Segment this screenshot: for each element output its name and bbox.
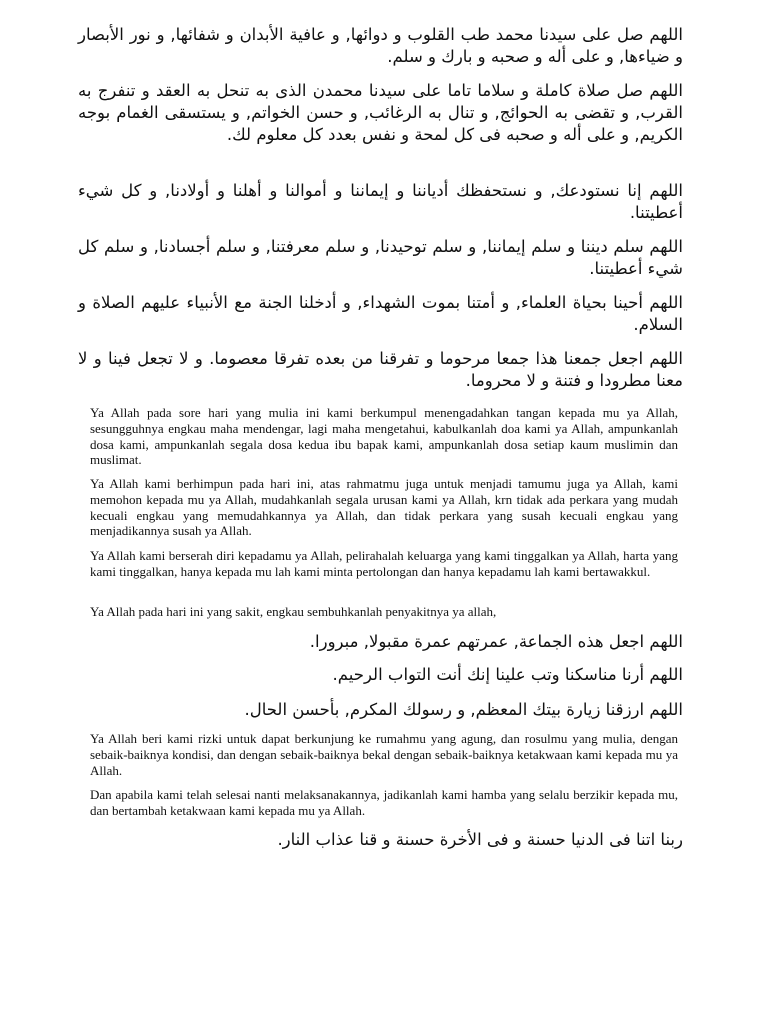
arabic-prayer-1: اللهم صل على سيدنا محمد طب القلوب و دوائها, و عافية الأبدان و شفائها, و نور الأبصار و ضياءها, و على أله و صحبه و بارك و سلم. [78,25,683,66]
arabic-prayer-5: اللهم أحينا بحياة العلماء, و أمتنا بموت الشهداء, و أدخلنا الجنة مع الأنبياء عليهم الصلاة و السلام. [78,293,683,334]
indonesian-paragraph-3: Ya Allah kami berserah diri kepadamu ya Allah, pelirahalah keluarga yang kami tinggalkan ya Allah, harta yang kami tinggalkan, hanya kepada mu lah kami minta pertolongan dan hanya kepadamu lah kami bertawakkul. [90,548,678,579]
arabic-prayer-9: اللهم ارزقنا زيارة بيتك المعظم, و رسولك المكرم, بأحسن الحال. [244,700,683,719]
indonesian-paragraph-6: Dan apabila kami telah selesai nanti melaksanakannya, jadikanlah kami hamba yang selalu berzikir kepada mu, dan bertambah ketakwaan kami kepada mu ya Allah. [90,787,678,818]
indonesian-paragraph-5: Ya Allah beri kami rizki untuk dapat berkunjung ke rumahmu yang agung, dan rosulmu yang mulia, dengan sebaik-baiknya kondisi, dan dengan sebaik-baiknya bekal dengan sebaik-baiknya ketakwaan kami kepada mu ya Allah. [90,731,678,778]
arabic-prayer-7: اللهم اجعل هذه الجماعة, عمرتهم عمرة مقبولا, مبرورا. [309,632,683,651]
arabic-prayer-10: ربنا اتنا فى الدنيا حسنة و فى الأخرة حسنة و قنا عذاب النار. [277,830,683,849]
arabic-prayer-2: اللهم صل صلاة كاملة و سلاما تاما على سيدنا محمدن الذى به تنحل به العقد و تنفرج به القرب, و تقضى به الحوائج, و تنال به الرغائب, و حسن الخواتم, و يستسقى الغمام بوجه الكريم, و على أله و صحبه فى كل لمحة و نفس بعدد كل معلوم لك. [78,81,683,144]
indonesian-paragraph-2: Ya Allah kami berhimpun pada hari ini, atas rahmatmu juga untuk menjadi tamumu juga ya Allah, kami memohon kepada mu ya Allah, mudahkanlah segala urusan kami ya Allah, krn tidak ada perkara yang mudah kecuali engkau yang memudahkannya ya Allah, dan tidak perkara yang susah kecuali engkau yang menjadikannya susah ya Allah. [90,476,678,539]
arabic-prayer-6: اللهم اجعل جمعنا هذا جمعا مرحوما و تفرقنا من بعده تفرقا معصوما. و لا تجعل فينا و لا معنا مطرودا و فتنة و لا محروما. [78,349,683,390]
indonesian-paragraph-4: Ya Allah pada hari ini yang sakit, engkau sembuhkanlah penyakitnya ya allah, [90,604,497,619]
arabic-prayer-3: اللهم إنا نستودعك, و نستحفظك أدياننا و إيماننا و أموالنا و أهلنا و أولادنا, و كل شيء أعطيتنا. [78,181,683,222]
indonesian-paragraph-1: Ya Allah pada sore hari yang mulia ini kami berkumpul menengadahkan tangan kepada mu ya Allah, sesungguhnya engkau maha mendengar, lagi maha mengetahui, kabulkanlah doa kami ya Allah, ampunkanlah dosa kami, ampunkanlah segala dosa kedua ibu bapak kami, ampunkanlah dosa setiap kaum muslimin dan muslimat. [90,405,678,468]
arabic-prayer-8: اللهم أرنا مناسكنا وتب علينا إنك أنت التواب الرحيم. [332,665,683,684]
arabic-prayer-4: اللهم سلم ديننا و سلم إيماننا, و سلم توحيدنا, و سلم معرفتنا, و سلم أجسادنا, و سلم كل شيء أعطيتنا. [78,237,683,278]
